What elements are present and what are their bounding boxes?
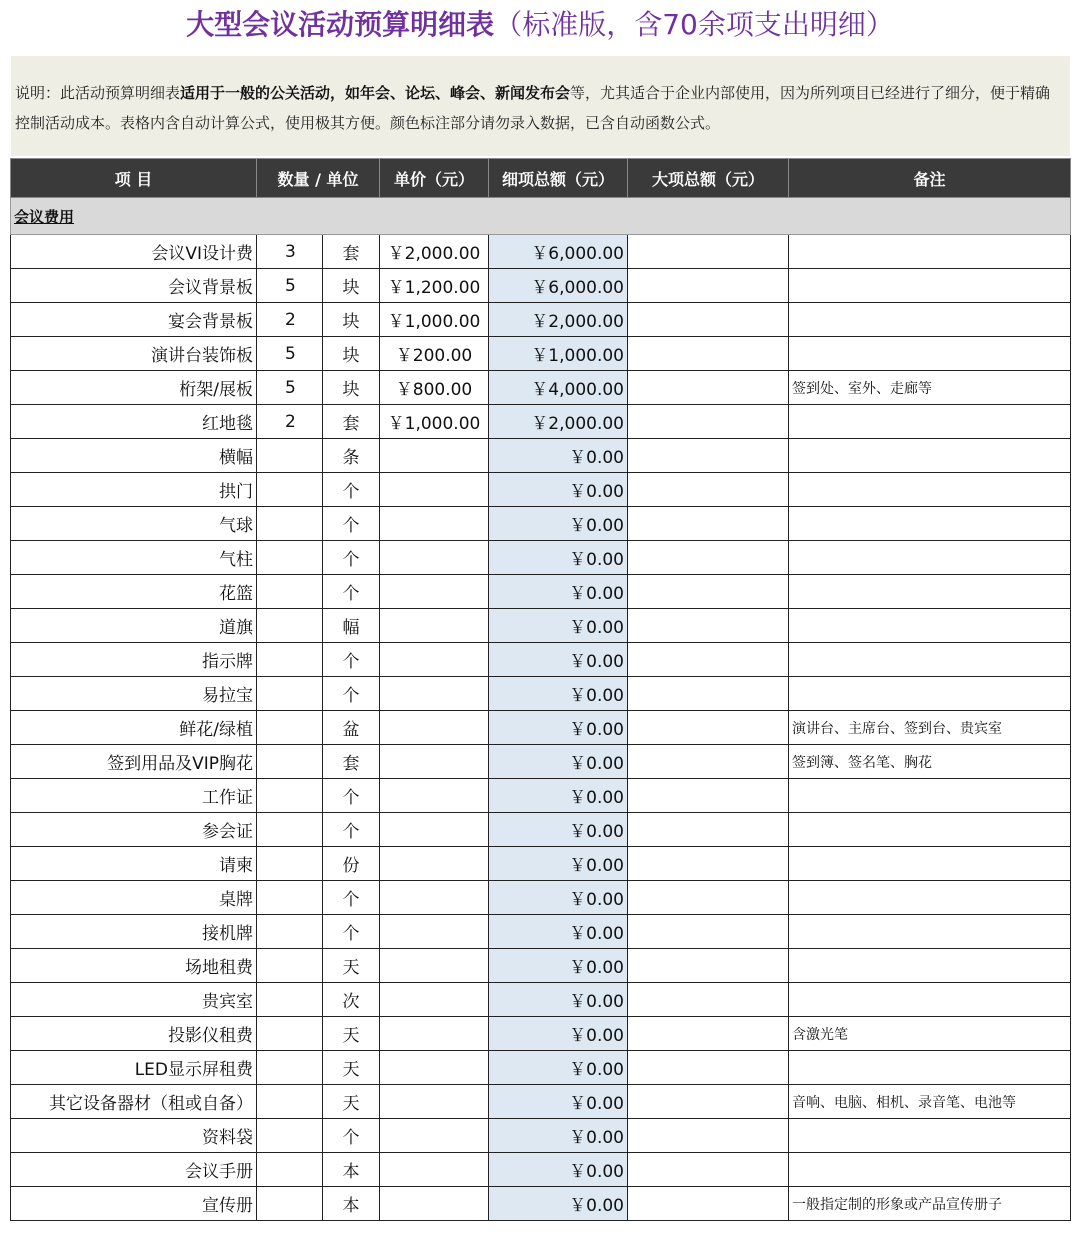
cell-unit[interactable]: 天 — [323, 1017, 380, 1051]
table-row — [11, 507, 1071, 541]
cell-unit-price[interactable]: ￥1,200.00 — [380, 269, 489, 303]
cell-major-total[interactable] — [628, 439, 789, 473]
cell-major-total[interactable] — [628, 1187, 789, 1221]
cell-quantity[interactable]: 3 — [257, 235, 323, 269]
cell-item-name[interactable]: 投影仪租费 — [11, 1017, 257, 1051]
cell-quantity[interactable]: 2 — [257, 405, 323, 439]
cell-unit[interactable]: 块 — [323, 269, 380, 303]
cell-remark[interactable] — [789, 1051, 1071, 1085]
table-row — [11, 643, 1071, 677]
cell-unit[interactable]: 份 — [323, 847, 380, 881]
cell-unit-price[interactable] — [380, 1051, 489, 1085]
header-qty-unit[interactable]: 数量 / 单位 — [257, 159, 380, 198]
cell-item-name[interactable]: 气球 — [11, 507, 257, 541]
cell-remark[interactable]: 音响、电脑、相机、录音笔、电池等 — [789, 1085, 1071, 1119]
cell-unit[interactable]: 个 — [323, 779, 380, 813]
cell-subtotal[interactable]: ￥0.00 — [489, 677, 628, 711]
cell-quantity[interactable] — [257, 439, 323, 473]
cell-quantity[interactable] — [257, 1119, 323, 1153]
cell-major-total[interactable] — [628, 303, 789, 337]
cell-unit-price[interactable] — [380, 1085, 489, 1119]
cell-item-name[interactable]: 工作证 — [11, 779, 257, 813]
cell-quantity[interactable]: 5 — [257, 337, 323, 371]
cell-item-name[interactable]: 横幅 — [11, 439, 257, 473]
cell-remark[interactable] — [789, 813, 1071, 847]
cell-unit-price[interactable]: ￥2,000.00 — [380, 235, 489, 269]
cell-item-name[interactable]: 会议手册 — [11, 1153, 257, 1187]
cell-unit-price[interactable] — [380, 1187, 489, 1221]
cell-subtotal[interactable]: ￥0.00 — [489, 609, 628, 643]
cell-unit[interactable]: 套 — [323, 745, 380, 779]
cell-unit-price[interactable] — [380, 813, 489, 847]
cell-unit[interactable]: 个 — [323, 473, 380, 507]
cell-item-name[interactable]: 场地租费 — [11, 949, 257, 983]
cell-unit-price[interactable] — [380, 1017, 489, 1051]
cell-unit-price[interactable] — [380, 473, 489, 507]
cell-major-total[interactable] — [628, 337, 789, 371]
cell-remark[interactable] — [789, 541, 1071, 575]
table-row — [11, 983, 1071, 1017]
cell-unit-price[interactable] — [380, 541, 489, 575]
cell-unit-price[interactable]: ￥1,000.00 — [380, 405, 489, 439]
table-row — [11, 813, 1071, 847]
header-remark[interactable]: 备注 — [789, 159, 1071, 198]
cell-unit-price[interactable] — [380, 609, 489, 643]
cell-subtotal[interactable]: ￥0.00 — [489, 847, 628, 881]
table-row — [11, 915, 1071, 949]
section-label: 会议费用 — [14, 207, 75, 226]
cell-unit-price[interactable] — [380, 507, 489, 541]
cell-major-total[interactable] — [628, 1085, 789, 1119]
cell-major-total[interactable] — [628, 1153, 789, 1187]
cell-remark[interactable]: 签到处、室外、走廊等 — [789, 371, 1071, 405]
cell-quantity[interactable] — [257, 1051, 323, 1085]
cell-subtotal[interactable]: ￥0.00 — [489, 1153, 628, 1187]
cell-unit[interactable]: 个 — [323, 575, 380, 609]
cell-item-name[interactable]: 指示牌 — [11, 643, 257, 677]
table-row — [11, 1119, 1071, 1153]
cell-major-total[interactable] — [628, 745, 789, 779]
cell-unit-price[interactable] — [380, 779, 489, 813]
cell-remark[interactable] — [789, 643, 1071, 677]
cell-unit[interactable]: 块 — [323, 371, 380, 405]
cell-unit[interactable]: 幅 — [323, 609, 380, 643]
cell-remark[interactable] — [789, 609, 1071, 643]
cell-quantity[interactable] — [257, 813, 323, 847]
table-body — [11, 198, 1071, 1221]
table-row — [11, 541, 1071, 575]
cell-remark[interactable] — [789, 881, 1071, 915]
cell-major-total[interactable] — [628, 779, 789, 813]
cell-quantity[interactable] — [257, 677, 323, 711]
cell-item-name[interactable]: 花篮 — [11, 575, 257, 609]
cell-quantity[interactable] — [257, 541, 323, 575]
cell-remark[interactable] — [789, 915, 1071, 949]
cell-major-total[interactable] — [628, 235, 789, 269]
cell-remark[interactable] — [789, 1119, 1071, 1153]
page-title — [0, 0, 1080, 50]
cell-major-total[interactable] — [628, 983, 789, 1017]
cell-major-total[interactable] — [628, 813, 789, 847]
cell-unit[interactable]: 本 — [323, 1153, 380, 1187]
cell-subtotal[interactable]: ￥0.00 — [489, 949, 628, 983]
cell-unit[interactable]: 天 — [323, 1051, 380, 1085]
cell-item-name[interactable]: 资料袋 — [11, 1119, 257, 1153]
cell-unit-price[interactable] — [380, 575, 489, 609]
cell-item-name[interactable]: LED显示屏租费 — [11, 1051, 257, 1085]
cell-unit[interactable]: 个 — [323, 1119, 380, 1153]
cell-unit-price[interactable] — [380, 983, 489, 1017]
cell-subtotal[interactable]: ￥0.00 — [489, 915, 628, 949]
cell-unit[interactable]: 套 — [323, 405, 380, 439]
table-row — [11, 881, 1071, 915]
cell-major-total[interactable] — [628, 1051, 789, 1085]
title-sub: （标准版，含70余项支出明细） — [494, 8, 894, 41]
cell-major-total[interactable] — [628, 371, 789, 405]
table-row — [11, 1051, 1071, 1085]
table-row — [11, 337, 1071, 371]
cell-unit-price[interactable] — [380, 1119, 489, 1153]
cell-subtotal[interactable]: ￥0.00 — [489, 881, 628, 915]
cell-quantity[interactable]: 5 — [257, 371, 323, 405]
cell-major-total[interactable] — [628, 405, 789, 439]
cell-quantity[interactable] — [257, 711, 323, 745]
cell-unit-price[interactable]: ￥800.00 — [380, 371, 489, 405]
cell-subtotal[interactable]: ￥0.00 — [489, 541, 628, 575]
cell-subtotal[interactable]: ￥1,000.00 — [489, 337, 628, 371]
cell-item-name[interactable]: 拱门 — [11, 473, 257, 507]
header-price[interactable]: 单价（元） — [380, 159, 489, 198]
cell-subtotal[interactable]: ￥0.00 — [489, 507, 628, 541]
cell-unit[interactable]: 个 — [323, 813, 380, 847]
table-row — [11, 1017, 1071, 1051]
section-cell[interactable] — [11, 198, 1071, 235]
cell-unit-price[interactable] — [380, 745, 489, 779]
cell-remark[interactable]: 一般指定制的形象或产品宣传册子 — [789, 1187, 1071, 1221]
cell-item-name[interactable]: 桁架/展板 — [11, 371, 257, 405]
cell-remark[interactable] — [789, 439, 1071, 473]
table-row — [11, 439, 1071, 473]
table-row — [11, 405, 1071, 439]
cell-unit-price[interactable] — [380, 677, 489, 711]
header-item[interactable]: 项 目 — [11, 159, 257, 198]
table-row — [11, 269, 1071, 303]
cell-unit[interactable]: 盆 — [323, 711, 380, 745]
cell-unit[interactable]: 天 — [323, 1085, 380, 1119]
cell-item-name[interactable]: 请柬 — [11, 847, 257, 881]
cell-quantity[interactable] — [257, 983, 323, 1017]
cell-item-name[interactable]: 贵宾室 — [11, 983, 257, 1017]
cell-unit-price[interactable] — [380, 643, 489, 677]
cell-item-name[interactable]: 红地毯 — [11, 405, 257, 439]
cell-quantity[interactable] — [257, 745, 323, 779]
cell-major-total[interactable] — [628, 881, 789, 915]
cell-unit[interactable]: 个 — [323, 541, 380, 575]
cell-unit[interactable]: 天 — [323, 949, 380, 983]
cell-remark[interactable] — [789, 269, 1071, 303]
table-row — [11, 949, 1071, 983]
cell-major-total[interactable] — [628, 269, 789, 303]
cell-unit[interactable]: 次 — [323, 983, 380, 1017]
cell-item-name[interactable]: 桌牌 — [11, 881, 257, 915]
cell-major-total[interactable] — [628, 643, 789, 677]
cell-major-total[interactable] — [628, 949, 789, 983]
cell-subtotal[interactable]: ￥0.00 — [489, 1119, 628, 1153]
cell-major-total[interactable] — [628, 711, 789, 745]
cell-remark[interactable] — [789, 575, 1071, 609]
note-text-2: 等，尤其适合于企业内部使用，因为所列项目已经进行了细分，便于精确控制活动成本。表格内含自动计算公式，使用极其方便。颜色标注部分请勿录入数据，已含自动函数公式。 — [15, 84, 1051, 132]
title-main: 大型会议活动预算明细表 — [186, 8, 495, 41]
cell-remark[interactable] — [789, 949, 1071, 983]
cell-item-name[interactable]: 其它设备器材（租或自备） — [11, 1085, 257, 1119]
note-text-bold: 适用于一般的公关活动，如年会、论坛、峰会、新闻发布会 — [180, 84, 571, 102]
cell-major-total[interactable] — [628, 541, 789, 575]
cell-major-total[interactable] — [628, 473, 789, 507]
cell-quantity[interactable] — [257, 949, 323, 983]
cell-unit[interactable]: 条 — [323, 439, 380, 473]
cell-subtotal[interactable]: ￥0.00 — [489, 983, 628, 1017]
cell-remark[interactable]: 含激光笔 — [789, 1017, 1071, 1051]
cell-quantity[interactable] — [257, 609, 323, 643]
cell-major-total[interactable] — [628, 507, 789, 541]
cell-subtotal[interactable]: ￥6,000.00 — [489, 235, 628, 269]
cell-unit[interactable]: 块 — [323, 337, 380, 371]
cell-unit-price[interactable] — [380, 949, 489, 983]
cell-quantity[interactable]: 5 — [257, 269, 323, 303]
cell-major-total[interactable] — [628, 915, 789, 949]
cell-remark[interactable] — [789, 303, 1071, 337]
cell-item-name[interactable]: 演讲台装饰板 — [11, 337, 257, 371]
header-row — [11, 159, 1071, 198]
cell-unit[interactable]: 个 — [323, 677, 380, 711]
cell-quantity[interactable] — [257, 1085, 323, 1119]
cell-item-name[interactable]: 会议背景板 — [11, 269, 257, 303]
cell-item-name[interactable]: 气柱 — [11, 541, 257, 575]
cell-item-name[interactable]: 鲜花/绿植 — [11, 711, 257, 745]
cell-subtotal[interactable]: ￥6,000.00 — [489, 269, 628, 303]
cell-subtotal[interactable]: ￥0.00 — [489, 779, 628, 813]
cell-quantity[interactable] — [257, 779, 323, 813]
cell-subtotal[interactable]: ￥0.00 — [489, 1051, 628, 1085]
cell-unit[interactable]: 个 — [323, 643, 380, 677]
cell-unit-price[interactable] — [380, 881, 489, 915]
section-row — [11, 198, 1071, 235]
cell-major-total[interactable] — [628, 1119, 789, 1153]
cell-quantity[interactable] — [257, 1187, 323, 1221]
cell-item-name[interactable]: 接机牌 — [11, 915, 257, 949]
cell-item-name[interactable]: 参会证 — [11, 813, 257, 847]
cell-remark[interactable] — [789, 847, 1071, 881]
cell-unit[interactable]: 个 — [323, 915, 380, 949]
cell-subtotal[interactable]: ￥0.00 — [489, 1187, 628, 1221]
table-row — [11, 235, 1071, 269]
cell-remark[interactable] — [789, 235, 1071, 269]
cell-remark[interactable]: 演讲台、主席台、签到台、贵宾室 — [789, 711, 1071, 745]
header-major-total[interactable]: 大项总额（元） — [628, 159, 789, 198]
cell-remark[interactable] — [789, 1153, 1071, 1187]
cell-remark[interactable] — [789, 507, 1071, 541]
cell-quantity[interactable] — [257, 915, 323, 949]
cell-remark[interactable] — [789, 337, 1071, 371]
cell-major-total[interactable] — [628, 677, 789, 711]
cell-unit[interactable]: 个 — [323, 881, 380, 915]
cell-unit[interactable]: 块 — [323, 303, 380, 337]
cell-quantity[interactable] — [257, 575, 323, 609]
cell-major-total[interactable] — [628, 847, 789, 881]
cell-item-name[interactable]: 会议VI设计费 — [11, 235, 257, 269]
description-note — [11, 56, 1070, 156]
table-row — [11, 303, 1071, 337]
cell-subtotal[interactable]: ￥2,000.00 — [489, 303, 628, 337]
cell-quantity[interactable] — [257, 473, 323, 507]
cell-item-name[interactable]: 签到用品及VIP胸花 — [11, 745, 257, 779]
cell-quantity[interactable] — [257, 847, 323, 881]
table-row — [11, 677, 1071, 711]
cell-remark[interactable] — [789, 405, 1071, 439]
table-row — [11, 575, 1071, 609]
budget-table — [10, 158, 1071, 1221]
cell-quantity[interactable] — [257, 1153, 323, 1187]
cell-subtotal[interactable]: ￥0.00 — [489, 643, 628, 677]
table-row — [11, 1187, 1071, 1221]
table-row — [11, 1153, 1071, 1187]
cell-subtotal[interactable]: ￥0.00 — [489, 745, 628, 779]
cell-item-name[interactable]: 宣传册 — [11, 1187, 257, 1221]
note-text-1: 说明：此活动预算明细表 — [15, 84, 181, 102]
cell-subtotal[interactable]: ￥0.00 — [489, 473, 628, 507]
header-subtotal[interactable]: 细项总额（元） — [489, 159, 628, 198]
cell-subtotal[interactable]: ￥0.00 — [489, 575, 628, 609]
cell-subtotal[interactable]: ￥0.00 — [489, 711, 628, 745]
cell-subtotal[interactable]: ￥2,000.00 — [489, 405, 628, 439]
cell-remark[interactable] — [789, 677, 1071, 711]
cell-unit-price[interactable] — [380, 847, 489, 881]
cell-unit-price[interactable] — [380, 915, 489, 949]
cell-unit[interactable]: 个 — [323, 507, 380, 541]
cell-remark[interactable] — [789, 779, 1071, 813]
cell-remark[interactable]: 签到簿、签名笔、胸花 — [789, 745, 1071, 779]
cell-subtotal[interactable]: ￥0.00 — [489, 813, 628, 847]
table-row — [11, 609, 1071, 643]
cell-unit-price[interactable] — [380, 1153, 489, 1187]
cell-quantity[interactable]: 2 — [257, 303, 323, 337]
cell-unit-price[interactable]: ￥1,000.00 — [380, 303, 489, 337]
cell-remark[interactable] — [789, 983, 1071, 1017]
cell-unit-price[interactable]: ￥200.00 — [380, 337, 489, 371]
cell-unit[interactable]: 套 — [323, 235, 380, 269]
table-row — [11, 473, 1071, 507]
cell-item-name[interactable]: 易拉宝 — [11, 677, 257, 711]
cell-quantity[interactable] — [257, 881, 323, 915]
cell-unit-price[interactable] — [380, 711, 489, 745]
cell-major-total[interactable] — [628, 575, 789, 609]
cell-item-name[interactable]: 道旗 — [11, 609, 257, 643]
cell-subtotal[interactable]: ￥0.00 — [489, 1085, 628, 1119]
cell-subtotal[interactable]: ￥0.00 — [489, 1017, 628, 1051]
table-row — [11, 745, 1071, 779]
cell-quantity[interactable] — [257, 1017, 323, 1051]
cell-item-name[interactable]: 宴会背景板 — [11, 303, 257, 337]
table-row — [11, 711, 1071, 745]
cell-subtotal[interactable]: ￥0.00 — [489, 439, 628, 473]
cell-unit-price[interactable] — [380, 439, 489, 473]
cell-major-total[interactable] — [628, 1017, 789, 1051]
cell-subtotal[interactable]: ￥4,000.00 — [489, 371, 628, 405]
cell-quantity[interactable] — [257, 643, 323, 677]
cell-unit[interactable]: 本 — [323, 1187, 380, 1221]
cell-quantity[interactable] — [257, 507, 323, 541]
table-row — [11, 1085, 1071, 1119]
table-row — [11, 371, 1071, 405]
table-row — [11, 847, 1071, 881]
cell-major-total[interactable] — [628, 609, 789, 643]
cell-remark[interactable] — [789, 473, 1071, 507]
table-row — [11, 779, 1071, 813]
